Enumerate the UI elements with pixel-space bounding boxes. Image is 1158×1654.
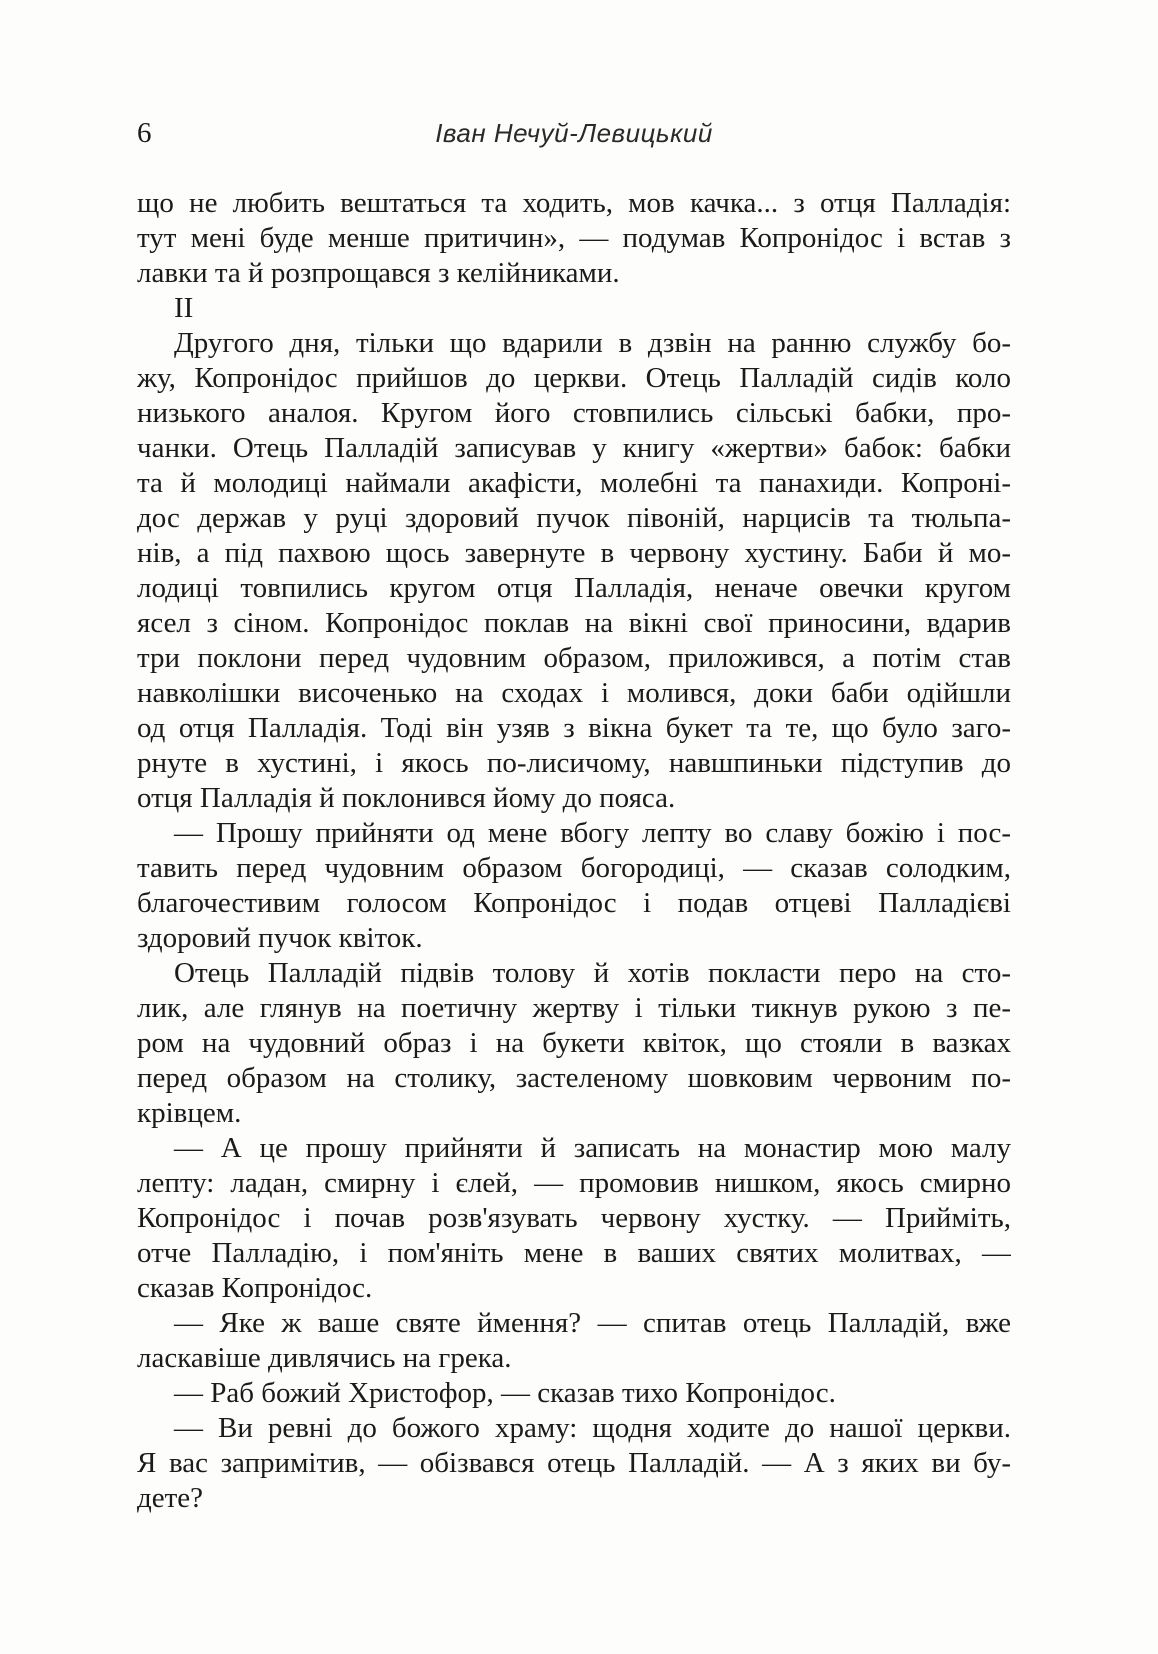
- paragraph: [137, 1411, 1011, 1516]
- paragraph: [137, 1376, 1011, 1411]
- text-line: — Прошу прийняти од мене вбогу лепту во славу божію і пос-: [174, 817, 1011, 849]
- text-line: що не любить вештаться та ходить, мов качка... з отця Палладія:: [137, 187, 1011, 219]
- running-title: Іван Нечуй-Левицький: [435, 118, 713, 148]
- text-line: навколішки височенько на сходах і молився, доки баби одійшли: [137, 677, 1011, 709]
- paragraph: [137, 291, 1011, 326]
- text-line: ром на чудовний образ і на букети квіток, що стояли в вазках: [137, 1027, 1011, 1059]
- text-line: крівцем.: [137, 1097, 242, 1129]
- text-line: Другого дня, тільки що вдарили в дзвін на ранню службу бо-: [174, 327, 1011, 359]
- text-line: отче Палладію, і пом'яніть мене в ваших святих молитвах, —: [137, 1237, 1011, 1269]
- text-line: — А це прошу прийняти й записать на монастир мою малу: [174, 1132, 1011, 1164]
- text-line: лепту: ладан, смирну і єлей, — промовив нишком, якось смирно: [137, 1167, 1011, 1199]
- text-line: та й молодиці наймали акафісти, молебні та панахиди. Копроні-: [137, 467, 1011, 499]
- text-line: од отця Палладія. Тоді він узяв з вікна букет та те, що було заго-: [137, 712, 1011, 744]
- text-line: здоровий пучок квіток.: [137, 922, 423, 954]
- paragraph: [137, 956, 1011, 1131]
- text-line: ласкавіше дивлячись на грека.: [137, 1342, 512, 1374]
- text-line: лавки та й розпрощався з келійниками.: [137, 257, 620, 289]
- paragraph: [137, 186, 1011, 291]
- text-line: благочестивим голосом Копронідос і подав отцеві Палладієві: [137, 887, 1011, 919]
- text-line: рнуте в хустині, і якось по-лисичому, навшпиньки підступив до: [137, 747, 1011, 779]
- text-line: ясел з сіном. Копронідос поклав на вікні свої приносини, вдарив: [137, 607, 1011, 639]
- paragraph: [137, 326, 1011, 816]
- text-body: [137, 186, 1011, 1516]
- text-line: тавить перед чудовним образом богородиці, — сказав солодким,: [137, 852, 1011, 884]
- text-line: перед образом на столику, застеленому шовковим червоним по-: [137, 1062, 1011, 1094]
- paragraph: [137, 1131, 1011, 1306]
- text-line: сказав Копронідос.: [137, 1272, 373, 1304]
- text-line: — Яке ж ваше святе ймення? — спитав отець Палладій, вже: [174, 1307, 1011, 1339]
- text-line: — Раб божий Христофор, — сказав тихо Копронідос.: [174, 1377, 836, 1409]
- text-line: Я вас запримітив, — обізвався отець Палладій. — А з яких ви бу-: [137, 1447, 1011, 1479]
- text-line: нів, а під пахвою щось завернуте в червону хустину. Баби й мо-: [137, 537, 1011, 569]
- paragraph: [137, 816, 1011, 956]
- text-line: лодиці товпились кругом отця Палладія, неначе овечки кругом: [137, 572, 1011, 604]
- text-line: — Ви ревні до божого храму: щодня ходите до нашої церкви.: [174, 1412, 1011, 1444]
- text-line: три поклони перед чудовним образом, приложився, а потім став: [137, 642, 1011, 674]
- text-line: чанки. Отець Палладій записував у книгу «жертви» бабок: бабки: [137, 432, 1011, 464]
- page-header: [137, 116, 1011, 152]
- text-line: отця Палладія й поклонився йому до пояса.: [137, 782, 676, 814]
- text-line: дос держав у руці здоровий пучок півоній, нарцисів та тюльпа-: [137, 502, 1011, 534]
- text-line: II: [174, 292, 194, 324]
- text-line: тут мені буде менше притичин», — подумав Копронідос і встав з: [137, 222, 1011, 254]
- text-line: Копронідос і почав розв'язувать червону хустку. — Прийміть,: [137, 1202, 1011, 1234]
- paragraph: [137, 1306, 1011, 1376]
- text-line: Отець Палладій підвів толову й хотів покласти перо на сто-: [174, 957, 1011, 989]
- text-line: лик, але глянув на поетичну жертву і тільки тикнув рукою з пе-: [137, 992, 1011, 1024]
- page-number: 6: [137, 117, 152, 149]
- text-line: дете?: [137, 1482, 204, 1514]
- text-line: низького аналоя. Кругом його стовпились сільські бабки, про-: [137, 397, 1011, 429]
- text-line: жу, Копронідос прийшов до церкви. Отець Палладій сидів коло: [137, 362, 1011, 394]
